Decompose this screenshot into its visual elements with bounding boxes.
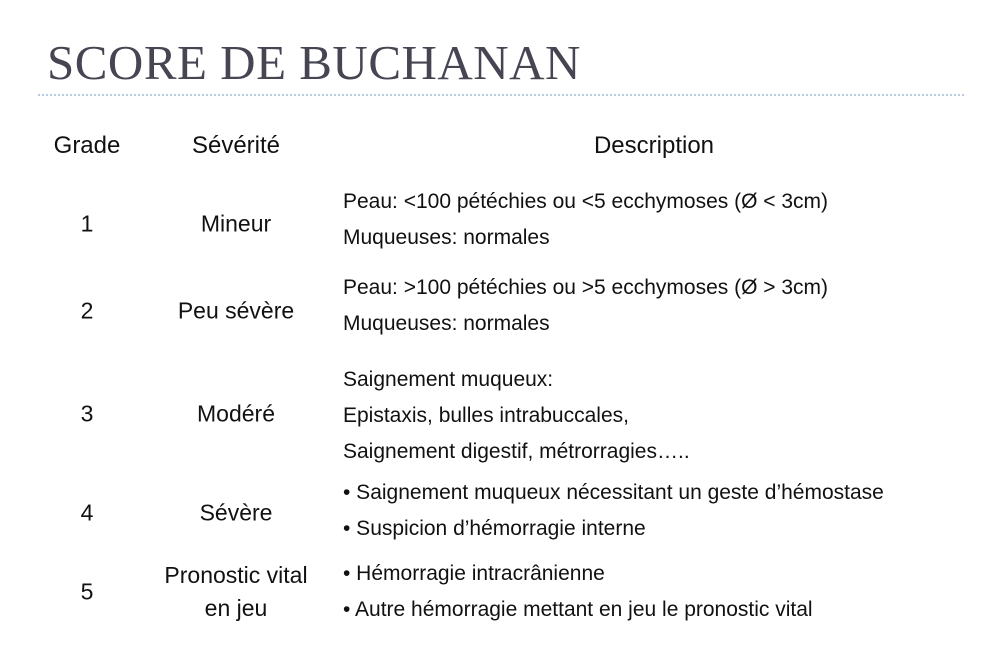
header-grade: Grade (53, 132, 121, 159)
description-cell (343, 475, 884, 547)
title-divider (38, 94, 964, 96)
description-bullet: • Saignement muqueux nécessitant un geste d’hémostase (343, 481, 884, 504)
description-cell (343, 556, 813, 628)
description-line: Epistaxis, bulles intrabuccales, (343, 404, 629, 427)
slide-title: SCORE DE BUCHANAN (47, 35, 581, 90)
header-severity: Sévérité (191, 132, 281, 159)
description-cell (343, 362, 690, 470)
grade-cell: 4 (80, 499, 94, 526)
grade-cell: 2 (80, 297, 94, 324)
severity-cell (164, 559, 307, 625)
severity-line: Pronostic vital (164, 562, 308, 588)
description-line: Saignement digestif, métrorragies….. (343, 440, 690, 463)
description-line: Muqueuses: normales (343, 312, 550, 335)
description-bullet: • Hémorragie intracrânienne (343, 562, 605, 585)
grade-cell: 5 (80, 578, 94, 605)
severity-cell: Peu sévère (177, 297, 295, 324)
severity-cell: Sévère (199, 499, 273, 526)
description-line: Peau: >100 pétéchies ou >5 ecchymoses (Ø > 3cm) (343, 276, 829, 299)
severity-cell: Modéré (197, 400, 275, 427)
severity-cell: Mineur (200, 210, 272, 237)
description-cell (343, 270, 828, 342)
description-line: Peau: <100 pétéchies ou <5 ecchymoses (Ø < 3cm) (343, 190, 829, 213)
description-bullet: • Autre hémorragie mettant en jeu le pronostic vital (343, 598, 813, 621)
grade-cell: 1 (80, 210, 94, 237)
header-description: Description (593, 132, 715, 159)
description-line: Saignement muqueux: (343, 368, 554, 391)
severity-line: en jeu (204, 595, 268, 621)
grade-cell: 3 (80, 400, 94, 427)
description-line: Muqueuses: normales (343, 226, 550, 249)
description-bullet: • Suspicion d’hémorragie interne (343, 517, 646, 540)
description-cell (343, 184, 828, 256)
